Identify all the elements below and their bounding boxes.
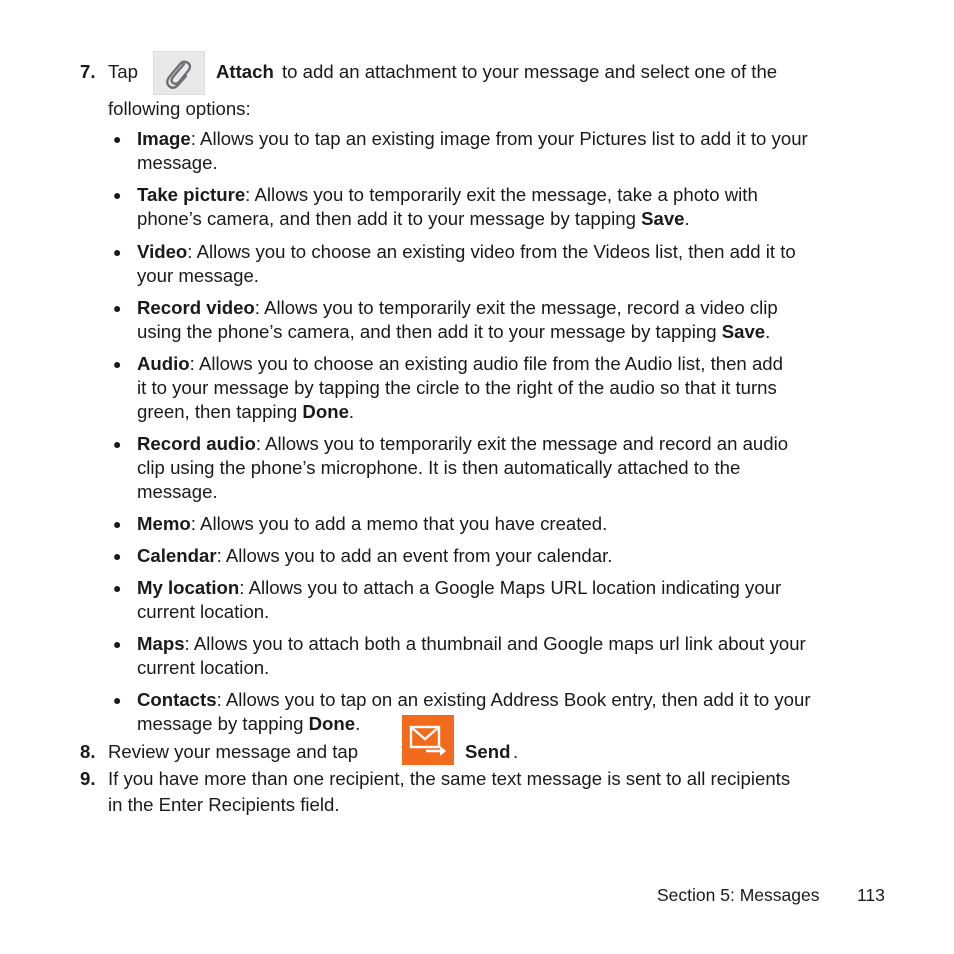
send-term: Send (465, 741, 511, 762)
option-term: Video (137, 241, 188, 262)
option-term: Calendar (137, 545, 217, 566)
option-line (137, 632, 917, 656)
option-item (137, 240, 917, 288)
option-text: current location. (137, 657, 270, 678)
option-term: Record audio (137, 433, 256, 454)
option-text: your message. (137, 265, 259, 286)
option-line (137, 432, 917, 456)
option-period: . (684, 208, 690, 229)
option-text: green, then tapping (137, 401, 303, 422)
step-9-line2: in the Enter Recipients field. (108, 794, 340, 815)
option-text: message. (137, 481, 218, 502)
bullet-icon: ● (113, 356, 122, 372)
option-action-term: Save (641, 208, 685, 229)
option-item (137, 352, 917, 424)
step-8-end: . (513, 741, 519, 762)
bullet-icon: ● (113, 131, 122, 147)
option-item (137, 296, 917, 344)
option-line (137, 207, 917, 231)
option-line (137, 576, 917, 600)
send-message-icon (402, 715, 454, 765)
option-term: Contacts (137, 689, 217, 710)
option-line (137, 512, 917, 536)
option-text: it to your message by tapping the circle to the right of the audio so that it turns (137, 377, 777, 398)
option-text: : Allows you to temporarily exit the message and record an audio (255, 433, 789, 454)
option-term: Image (137, 128, 191, 149)
option-line (137, 320, 917, 344)
option-item (137, 512, 917, 536)
option-text: : Allows you to choose an existing video from the Videos list, then add it to (187, 241, 796, 262)
option-text: : Allows you to temporarily exit the message, record a video clip (254, 297, 778, 318)
option-term: Maps (137, 633, 185, 654)
option-term: My location (137, 577, 240, 598)
option-item (137, 183, 917, 231)
bullet-icon: ● (113, 580, 122, 596)
option-term: Record video (137, 297, 255, 318)
bullet-icon: ● (113, 692, 122, 708)
option-action-term: Done (302, 401, 349, 422)
option-text: : Allows you to add a memo that you have created. (190, 513, 608, 534)
option-period: . (765, 321, 771, 342)
option-text: phone’s camera, and then add it to your message by tapping (137, 208, 642, 229)
bullet-icon: ● (113, 244, 122, 260)
step-7-line2: following options: (108, 98, 251, 119)
option-line (137, 352, 917, 376)
option-item (137, 544, 917, 568)
option-line (137, 264, 917, 288)
option-line (137, 183, 917, 207)
option-line (137, 127, 917, 151)
attach-term: Attach (216, 61, 274, 82)
option-text: : Allows you to attach a Google Maps URL location indicating your (239, 577, 782, 598)
option-item (137, 576, 917, 624)
option-text: : Allows you to temporarily exit the message, take a photo with (245, 184, 758, 205)
option-line (137, 400, 917, 424)
step-7-number: 7. (80, 61, 96, 82)
bullet-icon: ● (113, 516, 122, 532)
option-term: Take picture (137, 184, 246, 205)
bullet-icon: ● (113, 187, 122, 203)
step-8-number: 8. (80, 741, 96, 762)
option-term: Memo (137, 513, 191, 534)
option-item (137, 688, 917, 736)
option-line (137, 480, 917, 504)
step-8-text: Review your message and tap (108, 741, 359, 762)
option-line (137, 712, 917, 736)
option-line (137, 456, 917, 480)
option-item (137, 432, 917, 504)
option-line (137, 600, 917, 624)
bullet-icon: ● (113, 300, 122, 316)
option-period: . (355, 713, 361, 734)
bullet-icon: ● (113, 636, 122, 652)
option-text: clip using the phone’s microphone. It is then automatically attached to the (137, 457, 741, 478)
paperclip-icon (153, 51, 205, 95)
option-line (137, 240, 917, 264)
step-9-line1: If you have more than one recipient, the same text message is sent to all recipients (108, 768, 791, 789)
option-term: Audio (137, 353, 190, 374)
option-text: current location. (137, 601, 270, 622)
option-action-term: Save (721, 321, 766, 342)
option-text: : Allows you to choose an existing audio file from the Audio list, then add (189, 353, 783, 374)
option-text: using the phone’s camera, and then add it to your message by tapping (137, 321, 722, 342)
footer-section: Section 5: Messages (657, 885, 820, 905)
option-line (137, 544, 917, 568)
option-text: message by tapping (137, 713, 309, 734)
option-line (137, 656, 917, 680)
option-item (137, 632, 917, 680)
step-7-tap: Tap (108, 61, 138, 82)
option-item (137, 127, 917, 175)
step-7-text: to add an attachment to your message and select one of the (282, 61, 778, 82)
footer-page-number: 113 (857, 885, 885, 905)
option-action-term: Done (308, 713, 356, 734)
option-text: : Allows you to attach both a thumbnail and Google maps url link about your (184, 633, 806, 654)
option-text: : Allows you to tap an existing image from your Pictures list to add it to your (190, 128, 808, 149)
option-text: : Allows you to tap on an existing Address Book entry, then add it to your (216, 689, 811, 710)
option-line (137, 296, 917, 320)
option-period: . (348, 401, 355, 422)
option-line (137, 688, 917, 712)
bullet-icon: ● (113, 436, 122, 452)
option-text: message. (137, 152, 218, 173)
option-line (137, 151, 917, 175)
bullet-icon: ● (113, 548, 122, 564)
option-text: : Allows you to add an event from your calendar. (216, 545, 613, 566)
step-9-number: 9. (80, 768, 96, 789)
option-line (137, 376, 917, 400)
